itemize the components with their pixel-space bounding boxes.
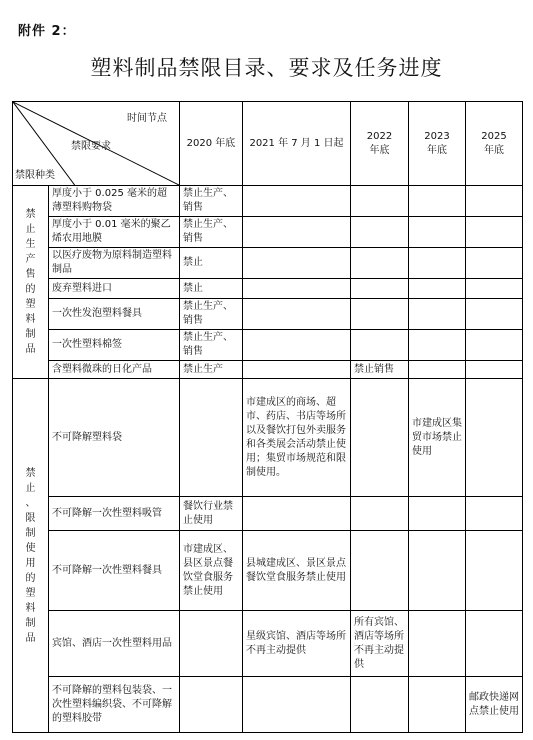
deadline-cell-2021 [243,217,351,248]
group-label-char: 品 [25,632,36,644]
deadline-cell-2020: 禁止生产 [180,361,243,379]
deadline-cell-2020: 禁止 [180,248,243,279]
time-node-label: 时间节点 [127,113,167,124]
deadline-cell-2023 [409,299,466,330]
deadline-cell-2020: 禁止生产、销售 [180,330,243,361]
deadline-cell-2020: 禁止生产、销售 [180,186,243,217]
deadline-cell-2020: 禁止生产、销售 [180,217,243,248]
item-name-cell: 不可降解一次性塑料吸管 [49,497,180,531]
deadline-cell-2022: 禁止销售 [351,361,409,379]
item-name-cell: 以医疗废物为原料制造塑料制品 [49,248,180,279]
page-title: 塑料制品禁限目录、要求及任务进度 [90,56,443,80]
group-label-char: 使 [25,542,36,554]
deadline-cell-2022 [351,279,409,299]
deadline-cell-2025 [466,379,523,497]
item-name-cell: 厚度小于 0.01 毫米的聚乙烯农用地膜 [49,217,180,248]
group-label-char: 禁 [25,209,36,220]
deadline-cell-2021 [243,248,351,279]
group-label-char: 品 [25,344,36,355]
deadline-cell-2025 [466,611,523,677]
deadline-cell-2020: 市建成区、县区景点餐饮堂食服务禁止使用 [180,531,243,611]
deadline-cell-2023: 市建成区集贸市场禁止使用 [409,379,466,497]
deadline-cell-2021 [243,279,351,299]
column-header: 2021 年 7 月 1 日起 [243,102,351,186]
group-label-char: 制 [25,329,36,340]
deadline-cell-2022 [351,330,409,361]
deadline-cell-2021 [243,497,351,531]
group-label-char: 限 [25,512,36,524]
table-row [13,611,523,677]
column-header: 2025 年底 [466,102,523,186]
group-label-char: 料 [25,314,36,325]
deadline-cell-2025 [466,531,523,611]
deadline-cell-2022 [351,299,409,330]
item-name-cell: 不可降解的塑料包装袋、一次性塑料编织袋、不可降解的塑料胶带 [49,677,180,733]
deadline-cell-2022 [351,379,409,497]
deadline-cell-2022 [351,217,409,248]
item-name-cell: 废弃塑料进口 [49,279,180,299]
item-name-cell: 不可降解塑料袋 [49,379,180,497]
deadline-cell-2020: 禁止 [180,279,243,299]
deadline-cell-2021 [243,330,351,361]
corner-header-cell [13,102,180,186]
deadline-cell-2022 [351,497,409,531]
group-label-char: 生 [25,239,36,250]
item-name-cell: 一次性发泡塑料餐具 [49,299,180,330]
deadline-cell-2023 [409,248,466,279]
deadline-cell-2023 [409,186,466,217]
deadline-cell-2020: 禁止生产、销售 [180,299,243,330]
deadline-cell-2023 [409,531,466,611]
column-header: 2022 年底 [351,102,409,186]
item-name-cell: 厚度小于 0.025 毫米的超薄塑料购物袋 [49,186,180,217]
deadline-cell-2020 [180,677,243,733]
deadline-cell-2025 [466,217,523,248]
deadline-cell-2021: 星级宾馆、酒店等场所不再主动提供 [243,611,351,677]
deadline-cell-2025 [466,497,523,531]
group-label-char: 塑 [25,587,36,599]
group-label-char: 产 [25,254,36,265]
deadline-cell-2022 [351,248,409,279]
group-label-char: 售 [25,269,36,280]
deadline-cell-2023 [409,217,466,248]
deadline-cell-2025 [466,299,523,330]
column-header: 2020 年底 [180,102,243,186]
category-label: 禁限种类 [15,170,55,181]
deadline-cell-2021 [243,299,351,330]
item-name-cell: 含塑料微珠的日化产品 [49,361,180,379]
table-row [13,379,523,497]
deadline-cell-2020 [180,611,243,677]
deadline-cell-2023 [409,677,466,733]
table-row [13,186,523,217]
deadline-cell-2025 [466,248,523,279]
requirement-label: 禁限要求 [71,141,111,152]
deadline-cell-2025 [466,186,523,217]
deadline-cell-2025 [466,361,523,379]
deadline-cell-2022 [351,186,409,217]
group-label-production-ban [13,186,49,379]
header-row [13,102,523,186]
deadline-cell-2023 [409,330,466,361]
item-name-cell: 宾馆、酒店一次性塑料用品 [49,611,180,677]
deadline-cell-2023 [409,497,466,531]
table-row [13,497,523,531]
deadline-cell-2022: 所有宾馆、酒店等场所不再主动提供 [351,611,409,677]
group-label-char: 止 [25,482,36,494]
group-label-char: 制 [25,617,36,629]
deadline-cell-2023 [409,279,466,299]
item-name-cell: 一次性塑料棉签 [49,330,180,361]
group-label-char: 制 [25,527,36,539]
table-row [13,217,523,248]
item-name-cell: 不可降解一次性塑料餐具 [49,531,180,611]
group-label-char: 料 [25,602,36,614]
deadline-cell-2022 [351,677,409,733]
table-row [13,248,523,279]
deadline-cell-2021: 市建成区的商场、超市、药店、书店等场所以及餐饮打包外卖服务和各类展会活动禁止使用；集贸市场规范和限制使用。 [243,379,351,497]
table-row [13,677,523,733]
deadline-cell-2025: 邮政快递网点禁止使用 [466,677,523,733]
group-label-char: 的 [25,284,36,295]
group-label-char: 用 [25,557,36,569]
deadline-cell-2025 [466,279,523,299]
deadline-cell-2022 [351,531,409,611]
table-row [13,299,523,330]
deadline-cell-2021 [243,361,351,379]
deadline-cell-2023 [409,361,466,379]
table-row [13,330,523,361]
group-label-char: 、 [25,497,36,509]
table-row [13,361,523,379]
restriction-table [12,101,523,733]
table-row [13,279,523,299]
deadline-cell-2020 [180,379,243,497]
deadline-cell-2020: 餐饮行业禁止使用 [180,497,243,531]
group-label-char: 止 [25,224,36,235]
group-label-char: 禁 [25,467,36,479]
table-row [13,531,523,611]
deadline-cell-2025 [466,330,523,361]
column-header: 2023 年底 [409,102,466,186]
deadline-cell-2021 [243,677,351,733]
group-label-use-restriction [13,379,49,733]
group-label-char: 的 [25,572,36,584]
deadline-cell-2021: 县城建成区、景区景点餐饮堂食服务禁止使用 [243,531,351,611]
deadline-cell-2021 [243,186,351,217]
group-label-char: 塑 [25,299,36,310]
attachment-label: 附件 2： [18,24,76,39]
deadline-cell-2023 [409,611,466,677]
